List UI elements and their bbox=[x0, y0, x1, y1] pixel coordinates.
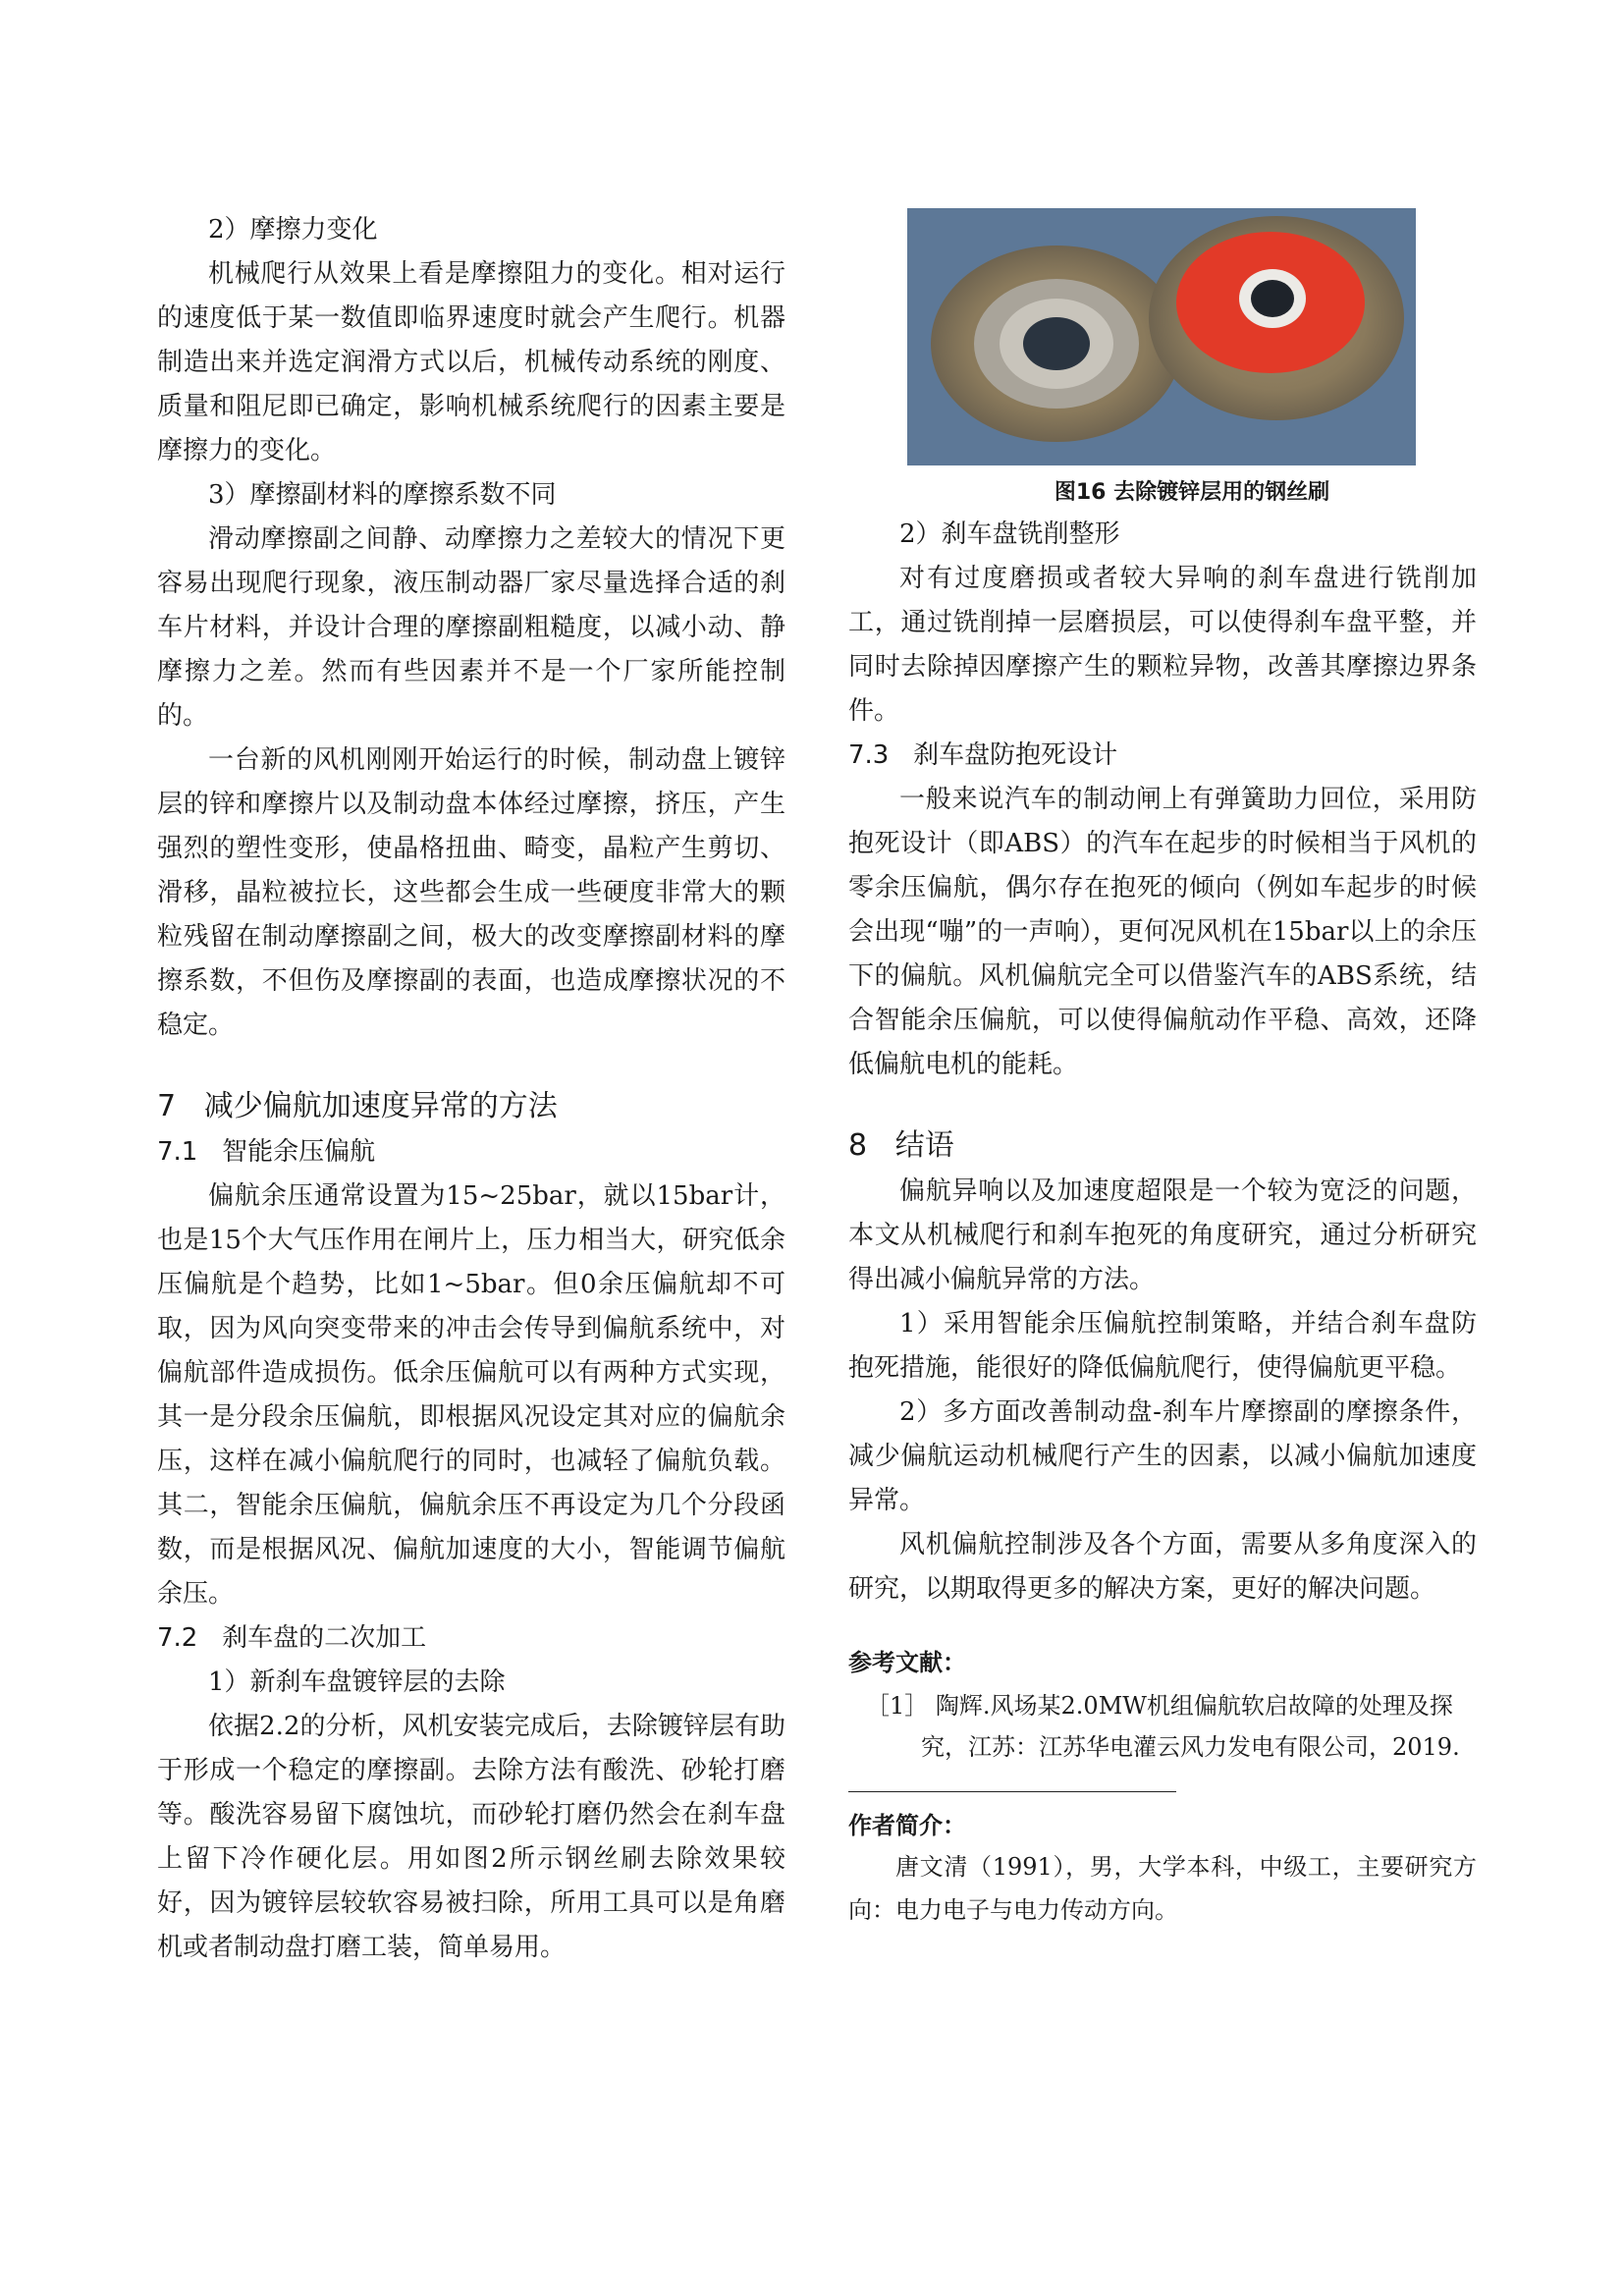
references-heading: 参考文献： bbox=[848, 1649, 966, 1676]
section-heading-8 bbox=[848, 1122, 1477, 1170]
subsection-title: 智能余压偏航 bbox=[222, 1137, 376, 1167]
paragraph: 3）摩擦副材料的摩擦系数不同 bbox=[208, 480, 557, 510]
section-number: 7 bbox=[157, 1089, 177, 1123]
paragraph: 一般来说汽车的制动闸上有弹簧助力回位，采用防抱死设计（即ABS）的汽车在起步的时候相当于风机的零余压偏航，偶尔存在抱死的倾向（例如车起步的时候会出现“嘣”的一声响），更何况风机在15bar以上的余压下的偏航。风机偏航完全可以借鉴汽车的ABS系统，结合智能余压偏航，可以使得偏航动作平稳、高效，还降低偏航电机的能耗。 bbox=[848, 785, 1477, 1079]
subsection-title: 刹车盘防抱死设计 bbox=[913, 740, 1118, 770]
paragraph: 偏航异响以及加速度超限是一个较为宽泛的问题，本文从机械爬行和刹车抱死的角度研究，通过分析研究得出减小偏航异常的方法。 bbox=[848, 1176, 1477, 1294]
figure-caption: 图16 去除镀锌层用的钢丝刷 bbox=[1054, 480, 1330, 505]
paragraph: 2）多方面改善制动盘-刹车片摩擦副的摩擦条件，减少偏航运动机械爬行产生的因素，以减小偏航加速度异常。 bbox=[848, 1397, 1477, 1515]
paragraph: 机械爬行从效果上看是摩擦阻力的变化。相对运行的速度低于某一数值即临界速度时就会产生爬行。机器制造出来并选定润滑方式以后，机械传动系统的刚度、质量和阻尼即已确定，影响机械系统爬行的因素主要是摩擦力的变化。 bbox=[157, 259, 785, 465]
section-number: 8 bbox=[848, 1128, 868, 1163]
section-title: 结语 bbox=[894, 1128, 954, 1163]
subsection-heading-7-2 bbox=[157, 1616, 785, 1661]
paragraph: 一台新的风机刚刚开始运行的时候，制动盘上镀锌层的锌和摩擦片以及制动盘本体经过摩擦，挤压，产生强烈的塑性变形，使晶格扭曲、畸变，晶粒产生剪切、滑移，晶粒被拉长，这些都会生成一些硬度非常大的颗粒残留在制动摩擦副之间，极大的改变摩擦副材料的摩擦系数，不但伤及摩擦副的表面，也造成摩擦状况的不稳定。 bbox=[157, 745, 785, 1040]
paragraph: 1）新刹车盘镀锌层的去除 bbox=[208, 1667, 506, 1697]
paragraph: 对有过度磨损或者较大异响的刹车盘进行铣削加工，通过铣削掉一层磨损层，可以使得刹车盘平整，并同时去除掉因摩擦产生的颗粒异物，改善其摩擦边界条件。 bbox=[848, 564, 1477, 726]
subsection-number: 7.2 bbox=[157, 1623, 198, 1653]
right-column bbox=[848, 208, 1477, 1932]
subsection-heading-7-1 bbox=[157, 1130, 785, 1175]
reference-item: ［1］ 陶辉.风场某2.0MW机组偏航软启故障的处理及探究，江苏：江苏华电灌云风力发电有限公司，2019. bbox=[866, 1692, 1460, 1761]
paragraph: 依据2.2的分析，风机安装完成后，去除镀锌层有助于形成一个稳定的摩擦副。去除方法有酸洗、砂轮打磨等。酸洗容易留下腐蚀坑，而砂轮打磨仍然会在刹车盘上留下冷作硬化层。用如图2所示钢丝刷去除效果较好，因为镀锌层较软容易被扫除，所用工具可以是角磨机或者制动盘打磨工装，简单易用。 bbox=[157, 1712, 785, 1962]
paragraph: 滑动摩擦副之间静、动摩擦力之差较大的情况下更容易出现爬行现象，液压制动器厂家尽量选择合适的刹车片材料，并设计合理的摩擦副粗糙度，以减小动、静摩擦力之差。然而有些因素并不是一个厂家所能控制的。 bbox=[157, 524, 785, 731]
subsection-title: 刹车盘的二次加工 bbox=[222, 1623, 427, 1653]
footnote-divider bbox=[848, 1791, 1176, 1792]
section-title: 减少偏航加速度异常的方法 bbox=[203, 1089, 558, 1123]
subsection-number: 7.1 bbox=[157, 1137, 198, 1167]
paragraph: 1）采用智能余压偏航控制策略，并结合刹车盘防抱死措施，能很好的降低偏航爬行，使得偏航更平稳。 bbox=[848, 1309, 1477, 1383]
author-bio: 唐文清（1991），男，大学本科，中级工，主要研究方向：电力电子与电力传动方向。 bbox=[848, 1853, 1477, 1924]
paragraph: 偏航余压通常设置为15~25bar，就以15bar计，也是15个大气压作用在闸片上，压力相当大，研究低余压偏航是个趋势，比如1~5bar。但0余压偏航却不可取，因为风向突变带来的冲击会传导到偏航系统中，对偏航部件造成损伤。低余压偏航可以有两种方式实现，其一是分段余压偏航，即根据风况设定其对应的偏航余压，这样在减小偏航爬行的同时，也减轻了偏航负载。其二，智能余压偏航，偏航余压不再设定为几个分段函数，而是根据风况、偏航加速度的大小，智能调节偏航余压。 bbox=[157, 1181, 785, 1609]
section-heading-7 bbox=[157, 1083, 785, 1130]
paragraph: 风机偏航控制涉及各个方面，需要从多角度深入的研究，以期取得更多的解决方案，更好的解决问题。 bbox=[848, 1530, 1477, 1604]
subsection-number: 7.3 bbox=[848, 740, 890, 770]
author-bio-heading: 作者简介： bbox=[848, 1812, 966, 1839]
wire-brush-photo bbox=[907, 208, 1416, 465]
wire-brush-image bbox=[907, 208, 1416, 465]
paragraph: 2）刹车盘铣削整形 bbox=[899, 519, 1120, 549]
subsection-heading-7-3 bbox=[848, 734, 1477, 778]
paragraph: 2）摩擦力变化 bbox=[208, 215, 378, 245]
left-column bbox=[157, 208, 785, 1970]
